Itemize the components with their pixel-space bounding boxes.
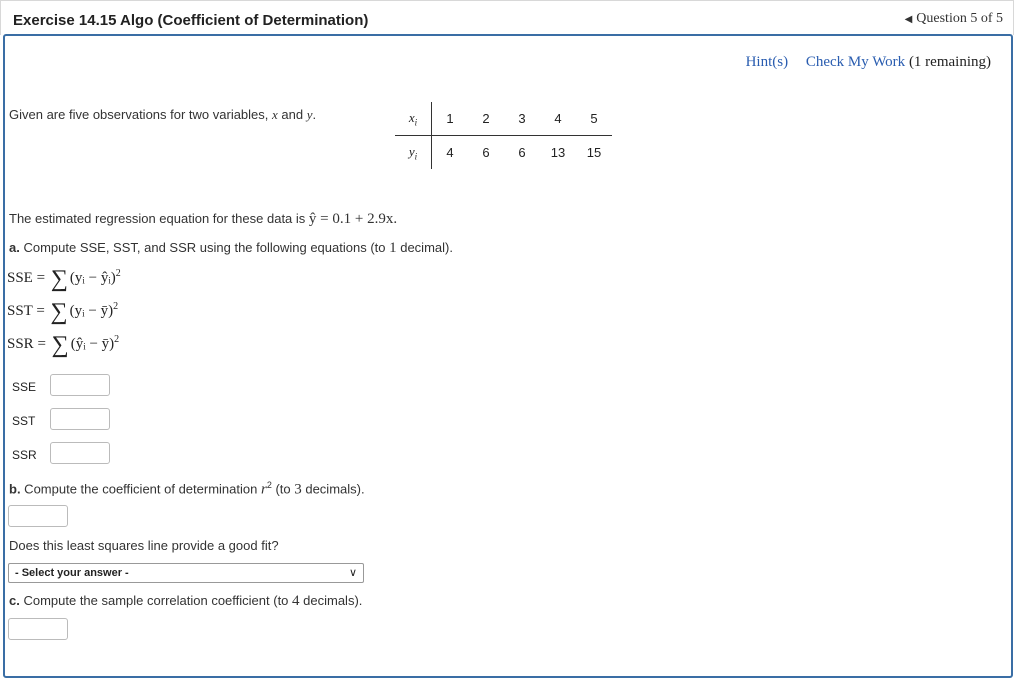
sse-label: SSE (12, 380, 37, 394)
x-value: 4 (540, 102, 576, 136)
var-x: x (272, 107, 278, 122)
ssr-formula: SSR = ∑ (ŷᵢ − ȳ)$^2$ (7, 332, 120, 358)
x-value: 2 (468, 102, 504, 136)
sse-formula: SSE = ∑ (yᵢ − ŷᵢ)$^2$ (7, 266, 121, 292)
table-row (395, 136, 612, 170)
regression-equation: ŷ = 0.1 + 2.9x. (308, 211, 398, 227)
caret-left-icon[interactable]: ◀ (904, 14, 913, 25)
part-a-text: a. Compute SSE, SST, and SSR using the following equations (to 1 decimal). (9, 240, 453, 256)
select-value[interactable]: - Select your answer - (15, 567, 129, 579)
r-squared-input[interactable] (8, 505, 68, 527)
intro-text: Given are five observations for two variables, x and y. (9, 107, 317, 122)
ssr-input[interactable] (50, 442, 110, 464)
table-row (395, 102, 612, 136)
fit-question: Does this least squares line provide a good fit? (9, 538, 279, 553)
question-nav[interactable] (905, 11, 1003, 27)
y-value: 6 (518, 145, 526, 160)
exercise-header (0, 0, 1014, 35)
sigma-icon: ∑ (50, 266, 68, 292)
var-y: y (306, 107, 313, 122)
regression-text: The estimated regression equation for these data is ŷ = 0.1 + 2.9x. (9, 211, 398, 227)
chevron-down-icon[interactable]: ∨ (348, 567, 357, 579)
y-value: 13 (550, 145, 566, 160)
hints-link[interactable]: Hint(s) (745, 54, 789, 70)
correlation-input[interactable] (8, 618, 68, 640)
good-fit-select[interactable] (8, 563, 364, 583)
y-value: 6 (482, 145, 490, 160)
sse-input[interactable] (50, 374, 110, 396)
page-title: Exercise 14.15 Algo (Coefficient of Determination) (13, 12, 369, 29)
y-value: 4 (446, 145, 454, 160)
check-my-work-link[interactable]: Check My Work (805, 54, 906, 70)
observation-table (395, 102, 612, 169)
sigma-icon: ∑ (51, 332, 69, 358)
sst-label: SST (12, 414, 36, 428)
x-value: 5 (576, 102, 612, 136)
part-b-text: b. Compute the coefficient of determination $r^2$ (to 3 decimals). (9, 480, 365, 498)
y-value: 15 (586, 145, 602, 160)
question-nav-label[interactable]: Question 5 of 5 (916, 11, 1003, 26)
help-links (732, 54, 991, 71)
remaining-count: (1 remaining) (908, 54, 991, 70)
x-value: 1 (432, 102, 469, 136)
x-header: $x_i$ (395, 102, 432, 136)
ssr-label: SSR (12, 448, 37, 462)
part-c-text: c. Compute the sample correlation coefficient (to 4 decimals). (9, 593, 363, 609)
sst-formula: SST = ∑ (yᵢ − ȳ)$^2$ (7, 299, 119, 325)
x-value: 3 (504, 102, 540, 136)
sigma-icon: ∑ (50, 299, 68, 325)
sst-input[interactable] (50, 408, 110, 430)
y-header: $y_i$ (395, 136, 432, 170)
